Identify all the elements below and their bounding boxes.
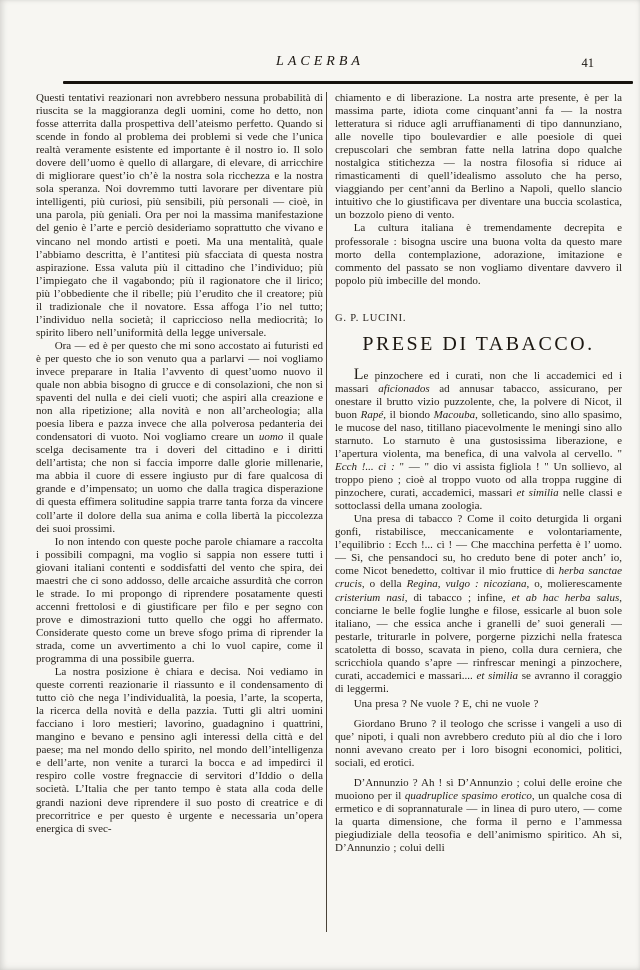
page-number: 41 — [581, 56, 594, 70]
paragraph: La cultura italiana è tremendamente decrepita e professorale : bisogna uscire una buona volta da questo mare morto della contemplazione, adorazione, imitazione e commento del passato se non vogliamo diventare davvero il popolo più imbecille del mondo. — [335, 222, 622, 287]
paragraph: Io non intendo con queste poche parole chiamare a raccolta i possibili compagni, ma voglio si sappia non essere tutti i giovani italiani contenti e soddisfatti del vento che spira, dei maestri che ci sono addosso, delle arcaiche assurdità che corron le strade. Io mi propongo di riprendere posatamente questi accenni frettolosi e di giustificare per filo e per segno con prove e dimostrazioni tutto quello che oggi ho affermato. Considerate questo come un breve sfogo prima di riprender la strada, come un avvertimento a chi lo vuol capire, come il programma di una possibile guerra. — [36, 535, 323, 666]
journal-title: LACERBA — [276, 54, 364, 69]
paragraph: Una presa di tabacco ? Come il coito deturgida li organi gonfi, ristabilisce, meccanicamente e volontariamente, l’equilibrio : Ecch !... cì ! — Che macchina perfetta è l’ uomo. — Sì, che pensandoci su, ho creduto bene di poter anch’ io, come Nicot benedetto, coltivar il mio fruttice di herba sanctae crucis, o della Regina, vulgo : nicoziana, o, molierescamente cristerium nasi, di tabacco ; infine, et ab hac herba salus, conciarne le belle foglie lunghe e filose, essicarle al buon sole italiano, — che essica anche i granelli de’ suoi generali — pestarle, triturarle in polvere, porgerne pizzichi nella fratesca scatoletta di bosso, scavata in pieno, colla dura cerniera, che scricchiola quando s’apre — rinfrescar meningi a pinzochere, curati, accademici e massari.... et similia se avranno il coraggio di leggermi. — [335, 513, 622, 695]
paragraph: Una presa ? Ne vuole ? E, chi ne vuole ? — [353, 697, 539, 710]
article-prese-di-tabacco — [335, 313, 622, 856]
continuation-text — [335, 92, 622, 288]
header-rule — [63, 81, 633, 84]
paragraph: Giordano Bruno ? il teologo che scrisse i vangeli a uso di que’ nipoti, i quali non avrebbero creduto più al dio che i loro nonni avevano creato per i loro bisogni economici, politici, sociali, ed erotici. — [335, 717, 622, 770]
paragraph: Questi tentativi reazionari non avrebbero nessuna probabilità di riuscita se la maggioranza degli uomini, come ho detto, non fosse atterrita dalla prospettiva dell’ateismo perfetto. Quando si scende in fondo al problema dei problemi si vede che l’unica realtà veramente esistente ed importante è il nostro io. Il solo dovere dell’uomo è quello di allargare, di elevare, di arricchire di migliorare quest’io ch’è la nostra sola ricchezza e la nostra sola speranza. Noi dovremmo tutti lavorare per diventare più intelligenti, più curiosi, più sensibili, più personali — cioè, in una parola, più geniali. Ora per noi la massima manifestazione del genio è l’arte e perciò desideriamo soprattutto che vivano e vincano nel mondo artisti e poeti. Ma una mentalità, quale l’abbiamo descritta, è l’antitesi più sfacciata di questa nostra aspirazione. Essa valuta più il cittadino che l’individuo; più l’impiegato che il vagabondo; più il ragionatore che il lirico; più l’obbediente che il ribelle; più l’erudito che il creatore; più il tradizionale che il novatore. Essa affoga l’io nel tutto; l’individuo nella società; il capriccioso nella mediocrità; lo spirito libero nell’uniformità della legge universale. — [36, 92, 323, 339]
paragraph: La nostra posizione è chiara e decisa. Noi vediamo in queste correnti reazionarie il riassunto e il condensamento di tutto ciò che nega l’individualità, la poesia, l’arte, la scoperta, la ricerca della novità e della pazzia. Tutti gli altri uomini facciano i loro mestieri; lavorino, guadagnino i quattrini, mangino e bevano e pensino agli interessi della città e del paese; ma nel mondo dello spirito, nel mondo dell’intelligenza e dell’arte, non venite a turarci la bocca e ad impedirci il respiro colle vostre fregnaccie di servitori d’Iddio o della società. L’Italia che per tanto tempo è stata alla coda delle grandi nazioni deve riprendere il suo posto di creatrice e di precorritrice e per questo è urgente e necessaria un’opera energica di svec- — [36, 666, 323, 835]
paragraph: Le pinzochere ed i curati, non che li accademici ed i massari aficionados ad annusar tabacco, assicurano, per onestare il brutto vizio puzzolente, che, la polvere di Nicot, il buon Rapé, il biondo Macouba, solleticando, sino allo spasimo, le mucose del naso, titillano piacevolmente le meningi sino allo starnuto. Lo starnuto è una gustosissima liberazione, e l’apertura violenta, ma benefica, di una valvola al cervello. " Ecch !... cì : " — " dio vi assista figliola ! " Un sollievo, al troppo pieno ; cioè al troppo vuoto od alla troppa ruggine di pinzochere, curati, accademici, massari et similia nelle classi e sottoclassi della umana zoologia. — [335, 365, 622, 513]
paragraph: D’Annunzio ? Ah ! sì D’Annunzio ; colui delle eroine che muoiono per il quadruplice spasimo erotico, un qualche cosa di ermetico e di soprannaturale — in linea di puro utero, — come la quarta dimensione, che forma il perno e l’ammessa piegiudiziale della teosofia e dell’animismo spiritico. Ah sì, D’Annunzio ; colui delli — [335, 777, 622, 855]
text-columns — [36, 92, 622, 938]
paragraph: chiamento e di liberazione. La nostra arte presente, è per la massima parte, idiota come cinquant’anni fa — la nostra letteratura si riduce agli arruffianamenti di tipo dannunziano, alle novelle tipo boulevardier e alle poesiole di quei crepuscolari che sembran fatte nella latrina dopo qualche nostalgica stitichezza — la nostra filosofia si riduce ai rimasticamenti di quell’idealismo assoluto che ha perso, viaggiando per cent’anni da Berlino a Napoli, quello slancio intuitivo che lo giustificava per diventare una buccia scolastica, un bozzolo pieno di vento. — [335, 92, 622, 222]
page-header — [0, 54, 640, 76]
paragraph: Ora — ed è per questo che mi sono accostato ai futuristi ed è per questo che io son venuto qua a parlarvi — noi vogliamo invece preparare in Italia l’avvento di quest’uomo nuovo il quale non abbia bisogno di grucce e di consolazioni, che non si spaventi del nulla e dei cieli vuoti; che aspiri alla creazione e non alla ripetizione; alla novità e non all’archeologia; alla poesia libera e pazza invece che alla polverosa pedanteria dei condensatori di vuoto. Noi vogliamo creare un uomo il quale scelga decisamente tra i doveri del cittadino e i diritti dell’artista; che non si faccia imporre dalle glorie millenarie, ma abbia il cuore di essere ingiusto pur di fare qualcosa di grande e d’impensato; un uomo che dalla tragica disperazione di questa effimera solitudine sappia trarre tanta forza da vincere coll’arte il dolore della sua anima e colla libertà la piccolezza dei suoi prossimi. — [36, 339, 324, 535]
article-body — [335, 365, 622, 856]
article-title: PRESE DI TABACCO. — [362, 332, 595, 355]
right-column — [327, 92, 622, 938]
article-author: G. P. LUCINI. — [335, 312, 407, 324]
left-column — [36, 92, 323, 938]
